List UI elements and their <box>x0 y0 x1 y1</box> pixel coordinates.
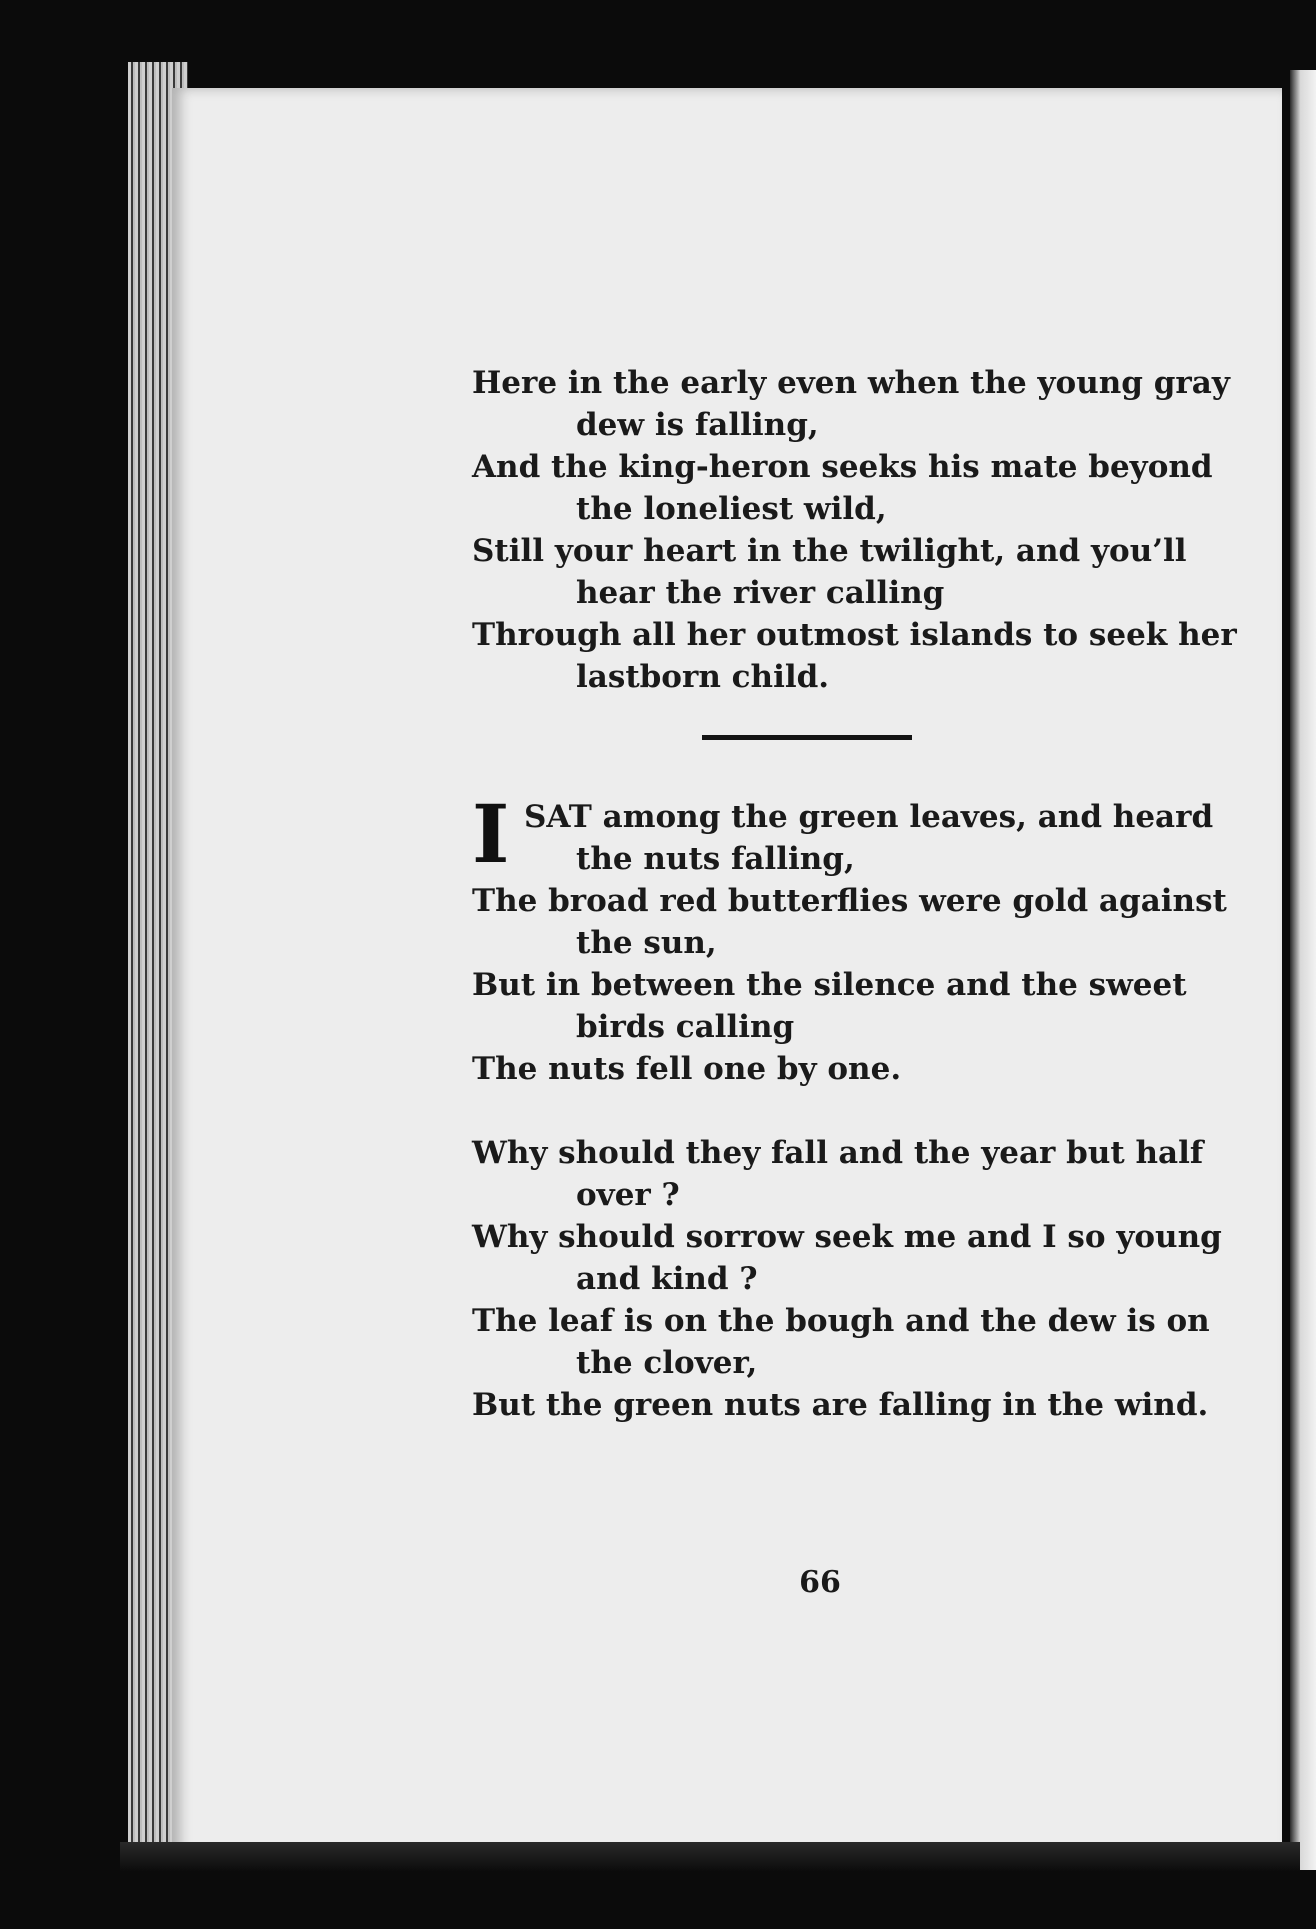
verse-line: Through all her outmost islands to seek her <box>472 617 1237 653</box>
stanza-1 <box>472 362 1237 698</box>
verse-line: the clover, <box>576 1345 758 1381</box>
verse-line: the loneliest wild, <box>576 491 887 527</box>
verse-line: and kind ? <box>576 1261 758 1297</box>
verse-line: Still your heart in the twilight, and you’ll <box>472 533 1187 569</box>
verse-line: The nuts fell one by one. <box>472 1051 902 1087</box>
verse-line: dew is falling, <box>576 407 819 443</box>
verse-line: Here in the early even when the young gray <box>472 365 1230 401</box>
verse-line: birds calling <box>576 1009 795 1045</box>
facing-page-edge <box>1290 70 1316 1870</box>
verse-line: The leaf is on the bough and the dew is on <box>472 1303 1210 1339</box>
first-line-text: SAT among the green leaves, and heard <box>524 799 1214 835</box>
verse-line: the sun, <box>576 925 717 961</box>
verse-line: over ? <box>576 1177 680 1213</box>
verse-line: Why should sorrow seek me and I so young <box>472 1219 1222 1255</box>
verse-line: But in between the silence and the sweet <box>472 967 1187 1003</box>
stanza-3 <box>472 1132 1222 1426</box>
section-divider <box>702 735 912 740</box>
verse-line: Why should they fall and the year but half <box>472 1135 1204 1171</box>
drop-cap: I <box>472 787 510 881</box>
verse-line: But the green nuts are falling in the wind. <box>472 1387 1209 1423</box>
verse-line: hear the river calling <box>576 575 945 611</box>
stanza-2 <box>472 787 1227 1090</box>
verse-line: And the king-heron seeks his mate beyond <box>472 449 1213 485</box>
book-bottom-shadow <box>120 1842 1300 1872</box>
verse-line: the nuts falling, <box>576 841 855 877</box>
page-number: 66 <box>799 1565 841 1600</box>
verse-line: The broad red butterflies were gold against <box>472 883 1227 919</box>
verse-line: lastborn child. <box>576 659 830 695</box>
